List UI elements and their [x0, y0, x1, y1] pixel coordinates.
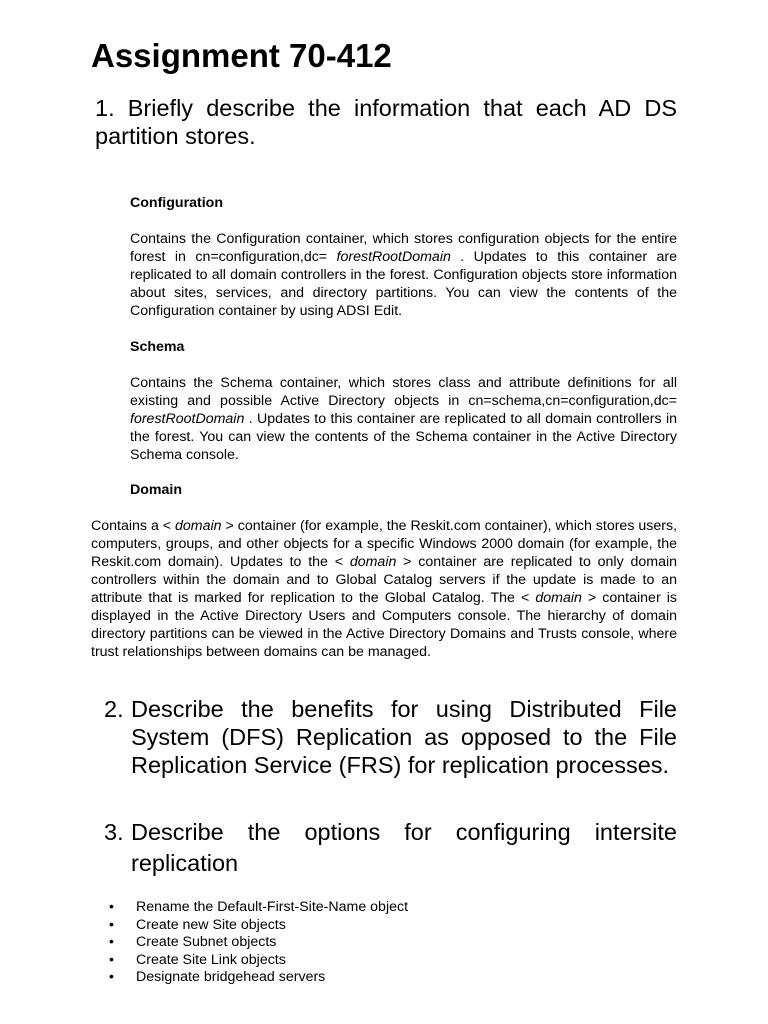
question-3-tail: replication	[131, 850, 239, 876]
intersite-options-list	[109, 899, 408, 987]
question-3-text	[131, 817, 677, 879]
question-3-main: Describe the options for configuring intersite	[131, 819, 677, 845]
list-item-text: Rename the Default-First-Site-Name object	[136, 899, 409, 915]
list-item-text: Create Subnet objects	[136, 934, 277, 951]
list-item-text: Create Site Link objects	[136, 951, 286, 968]
configuration-text-a: Contains the Configuration container, which stores configuration objects for the entire forest in cn=configuration,dc=	[130, 231, 677, 265]
schema-text-b: . Updates to this container are replicated to all domain controllers in the forest. You can view the contents of the Schema container in the Active Directory Schema console.	[130, 411, 677, 463]
domain-text-2: > container (for example, the Reskit.com container), which stores users, computers, groups, and other objects for a specific Windows 2000 domain (for example, the Reskit.com domain). Updates to the <	[91, 518, 677, 570]
domain-italic-1: domain	[175, 518, 222, 534]
schema-italic: forestRootDomain	[130, 411, 245, 427]
bullet-icon: •	[109, 899, 114, 915]
domain-text-3: > container are replicated to only domain controllers within the domain and to Global Catalog servers if the update is made to an attribute that is marked for replication to the Global Catalog. The <	[91, 554, 678, 606]
list-item	[109, 952, 408, 970]
question-2	[104, 695, 677, 779]
list-item	[109, 969, 408, 987]
domain-italic-3: domain	[535, 590, 582, 606]
domain-text-1: Contains a <	[91, 518, 176, 534]
list-item-text: Create new Site objects	[136, 916, 286, 933]
configuration-heading: Configuration	[130, 195, 223, 211]
question-3-number: 3.	[104, 819, 124, 845]
list-item	[109, 934, 408, 952]
bullet-icon: •	[109, 951, 114, 968]
configuration-text-b: . Updates to this container are replicated to all domain controllers in the forest. Configuration objects store information about sites, services, and directory partitions. You can view the contents of the Configuration container by using ADSI Edit.	[130, 249, 677, 319]
list-item-text: Designate bridgehead servers	[136, 969, 326, 986]
domain-italic-2: domain	[349, 554, 397, 570]
list-item	[109, 917, 408, 935]
configuration-paragraph	[130, 230, 677, 320]
bullet-icon: •	[109, 916, 114, 933]
domain-paragraph	[91, 517, 677, 661]
question-3	[104, 817, 677, 879]
question-2-text: Describe the benefits for using Distributed File System (DFS) Replication as opposed to the File Replication Service (FRS) for replication processes.	[131, 696, 677, 778]
configuration-italic: forestRootDomain	[336, 249, 451, 265]
domain-text-4: > container is displayed in the Active Directory Users and Computers console. The hierarchy of domain directory partitions can be viewed in the Active Directory Domains and Trusts console, where trust relationships between domains can be managed.	[91, 590, 677, 660]
question-1: 1. Briefly describe the information that each AD DS partition stores.	[95, 95, 677, 149]
schema-text-a: Contains the Schema container, which stores class and attribute definitions for all existing and possible Active Directory objects in cn=schema,cn=configuration,dc=	[130, 375, 677, 409]
bullet-icon: •	[109, 969, 114, 986]
bullet-icon: •	[109, 934, 114, 951]
document-title: Assignment 70-412	[91, 37, 392, 74]
domain-heading: Domain	[130, 482, 183, 498]
list-item	[109, 899, 408, 917]
schema-paragraph	[130, 374, 677, 464]
schema-heading: Schema	[130, 339, 185, 355]
question-2-number: 2.	[104, 696, 124, 722]
